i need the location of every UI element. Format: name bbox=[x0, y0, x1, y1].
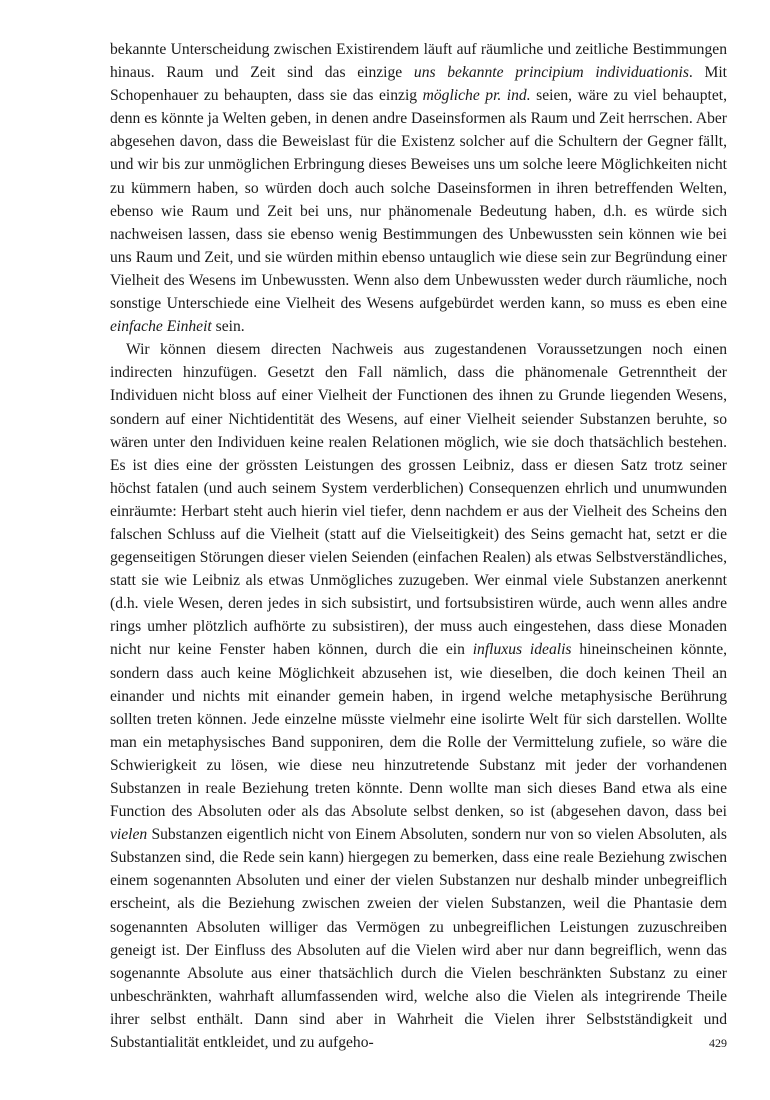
italic-text: einfache Einheit bbox=[110, 318, 212, 336]
body-text: sein. bbox=[211, 318, 245, 336]
body-text: bekannte Unterscheidung zwischen Existirendem läuft auf räumliche und zeitliche Bestimmungen hinaus. Raum und Zeit sind das einzige bbox=[110, 41, 727, 82]
body-text: hineinscheinen könnte, sondern dass auch keine Möglichkeit abzusehen ist, wie dieselben, die doch keinen Theil an einander und nichts mit einander gemein haben, in irgend welche metaphysische Berührung sollten treten können. Jede einzelne müsste vielmehr eine isolirte Welt für sich darstellen. Wollte man ein metaphysisches Band supponiren, dem die Rolle der Vermittelung zufiele, so wäre die Schwierigkeit zu lösen, wie diese neu hinzutretende Substanz mit jeder der vorhandenen Substanzen in reale Beziehung treten könnte. Denn wollte man sich dieses Band etwa als eine Function des Absoluten oder als das Absolute selbst denken, so ist (abgesehen davon, dass bei bbox=[110, 641, 728, 821]
body-text: . Mit Schopenhauer zu behaupten, dass sie das einzig bbox=[110, 64, 727, 105]
italic-text: influxus idealis bbox=[472, 641, 572, 659]
italic-text: vielen bbox=[110, 826, 148, 844]
italic-text: uns bekannte principium individuationis bbox=[413, 64, 689, 82]
paragraph bbox=[110, 38, 727, 338]
paragraph bbox=[110, 338, 727, 1054]
italic-text: mögliche pr. ind. bbox=[422, 87, 531, 105]
body-text: Substanzen eigentlich nicht von Einem Absoluten, sondern nur von so vielen Absoluten, als Substanzen sind, die Rede sein kann) hiergegen zu bemerken, dass eine reale Beziehung zwischen einem sogenannten Absoluten und einer der vielen Substanzen nur deshalb minder unbegreiflich erscheint, als die Beziehung zwischen zweien der vielen Substanzen, weil die Phantasie dem sogenannten Absoluten williger das Vermögen zu unbegreiflichen Leistungen zuzuschreiben geneigt ist. Der Einfluss des Absoluten auf die Vielen wird aber nur dann begreiflich, wenn das sogenannte Absolute aus einer thatsächlich durch die Vielen beschränkten Substanz zu einer unbeschränkten, wahrhaft allumfassenden wird, welche also die Vielen als integrirende Theile ihrer selbst enthält. Dann sind aber in Wahrheit die Vielen ihrer Selbstständigkeit und Substantialität entkleidet, und zu aufgeho- bbox=[110, 826, 727, 1052]
page-body bbox=[110, 38, 727, 1054]
body-text: Wir können diesem directen Nachweis aus zugestandenen Voraussetzungen noch einen indirecten hinzufügen. Gesetzt den Fall nämlich, dass die phänomenale Getrenntheit der Individuen nicht bloss auf einer Vielheit der Functionen des ihnen zu Grunde liegenden Wesens, sondern auf einer Nichtidentität des Wesens, auf einer Vielheit seiender Substanzen beruhte, so wären unter den Individuen keine realen Relationen möglich, wie sie doch thatsächlich bestehen. Es ist dies eine der grössten Leistungen des grossen Leibniz, dass er diesen Satz trotz seiner höchst fatalen (und auch seinem System verderblichen) Consequenzen ehrlich und unumwunden einräumte: Herbart steht auch hierin viel tiefer, denn nachdem er aus der Vielheit des Scheins den falschen Schluss auf die Vielheit (statt auf die Vielseitigkeit) des Seins gemacht hat, setzt er die gegenseitigen Störungen dieser vielen Seienden (einfachen Realen) als etwas Selbstverständliches, statt sie wie Leibniz als etwas Unmögliches zuzugeben. Wer einmal viele Substanzen anerkennt (d.h. viele Wesen, deren jedes in sich subsistirt, und fortsubsistiren würde, auch wenn alles andre rings umher plötzlich aufhörte zu subsistiren), der muss auch eingestehen, dass diese Monaden nicht nur keine Fenster haben können, durch die ein bbox=[110, 341, 727, 659]
body-text: seien, wäre zu viel behauptet, denn es könnte ja Welten geben, in denen andre Daseinsformen als Raum und Zeit herrschen. Aber abgesehen davon, dass die Beweislast für die Existenz solcher auf die Schultern der Gegner fällt, und wir bis zur unmöglichen Erbringung dieses Beweises uns um solche leere Möglichkeiten nicht zu kümmern haben, so würden doch auch solche Daseinsformen in ihren betreffenden Welten, ebenso wie Raum und Zeit bei uns, nur phänomenale Bedeutung haben, d.h. es würde sich nachweisen lassen, dass sie ebenso wenig Bestimmungen des Unbewussten sein können wie bei uns Raum und Zeit, und sie würden mithin ebenso untauglich wie diese sein zur Begründung einer Vielheit des Wesens im Unbewussten. Wenn also dem Unbewussten weder durch räumliche, noch sonstige Unterschiede eine Vielheit des Wesens aufgebürdet werden kann, so muss es eben eine bbox=[110, 87, 727, 313]
page-number: 429 bbox=[709, 1036, 727, 1050]
